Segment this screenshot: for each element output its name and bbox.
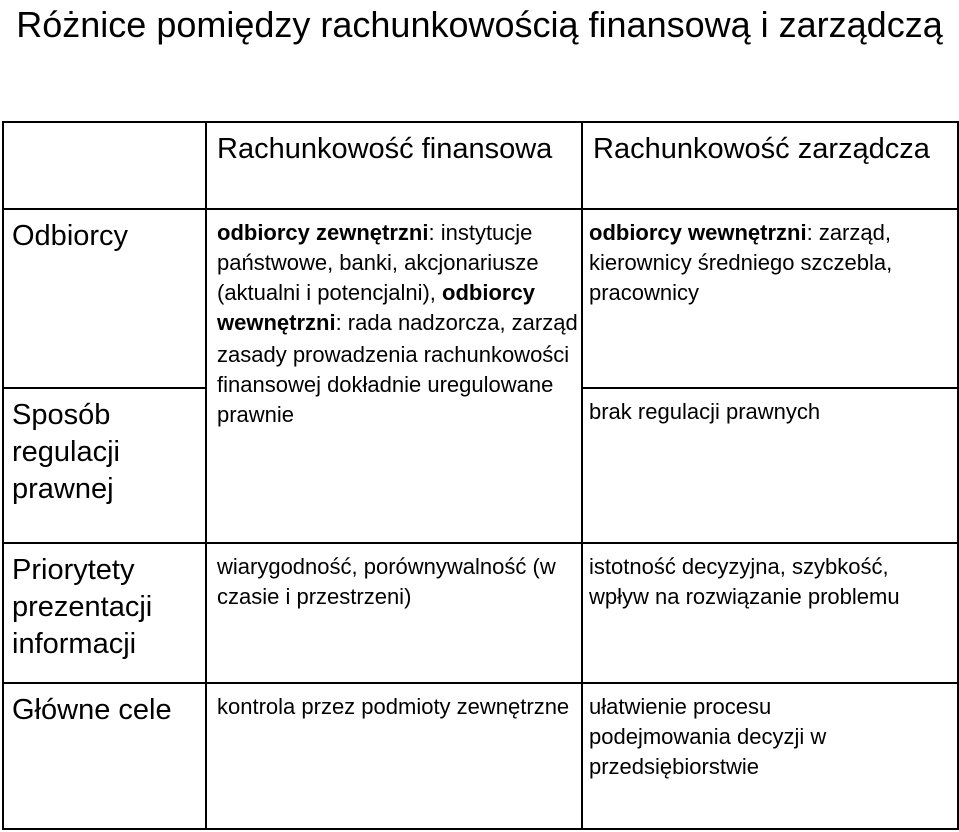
row-header-goals: Główne cele (3, 683, 206, 829)
column-header-financial: Rachunkowość finansowa (206, 122, 582, 209)
column-header-managerial: Rachunkowość zarządcza (582, 122, 958, 209)
managerial-recipients-line3: pracownicy (589, 280, 700, 305)
managerial-recipients-line2: kierownicy średniego szczebla, (589, 250, 893, 275)
internal-recipients-text: : zarząd, (806, 220, 891, 245)
row-header-priorities: Priorytety prezentacji informacji (3, 543, 206, 683)
cell-financial-recipients-regulation (206, 209, 582, 543)
external-recipients-label: odbiorcy zewnętrzni (217, 220, 429, 245)
cell-financial-goals: kontrola przez podmioty zewnętrzne (206, 683, 582, 829)
cell-financial-priorities: wiarygodność, porównywalność (w czasie i przestrzeni) (206, 543, 582, 683)
managerial-goals-line1: ułatwienie procesu (589, 694, 772, 719)
managerial-goals-line3: przedsiębiorstwie (589, 754, 759, 779)
header-row (3, 122, 958, 209)
table-row-recipients (3, 209, 958, 388)
comparison-table (2, 121, 959, 830)
table-row-priorities (3, 543, 958, 683)
external-recipients-text: : instytucje państwowe, banki, akcjonariusze (aktualni i potencjalni), (217, 220, 539, 305)
cell-managerial-recipients (582, 209, 958, 388)
corner-cell (3, 122, 206, 209)
cell-managerial-priorities (582, 543, 958, 683)
managerial-goals-line2: podejmowania decyzji w (589, 724, 827, 749)
managerial-priorities-line1: istotność decyzyjna, szybkość, (589, 554, 889, 579)
row-header-regulation: Sposób regulacji prawnej (3, 388, 206, 543)
page-title: Różnice pomiędzy rachunkowością finansową i zarządczą (16, 4, 943, 45)
internal-recipients-text: : rada nadzorcza, zarząd (335, 310, 578, 335)
table-row-goals (3, 683, 958, 829)
cell-managerial-goals (582, 683, 958, 829)
managerial-recipients-line1 (589, 218, 957, 248)
cell-financial-regulation: zasady prowadzenia rachunkowości finansowej dokładnie uregulowane prawnie (217, 342, 570, 427)
internal-recipients-label: odbiorcy wewnętrzni (217, 280, 535, 335)
row-header-recipients: Odbiorcy (3, 209, 206, 388)
cell-managerial-regulation: brak regulacji prawnych (582, 388, 958, 543)
managerial-priorities-line2: wpływ na rozwiązanie problemu (589, 584, 900, 609)
internal-recipients-label: odbiorcy wewnętrzni (589, 220, 807, 245)
cell-financial-recipients (217, 218, 581, 338)
